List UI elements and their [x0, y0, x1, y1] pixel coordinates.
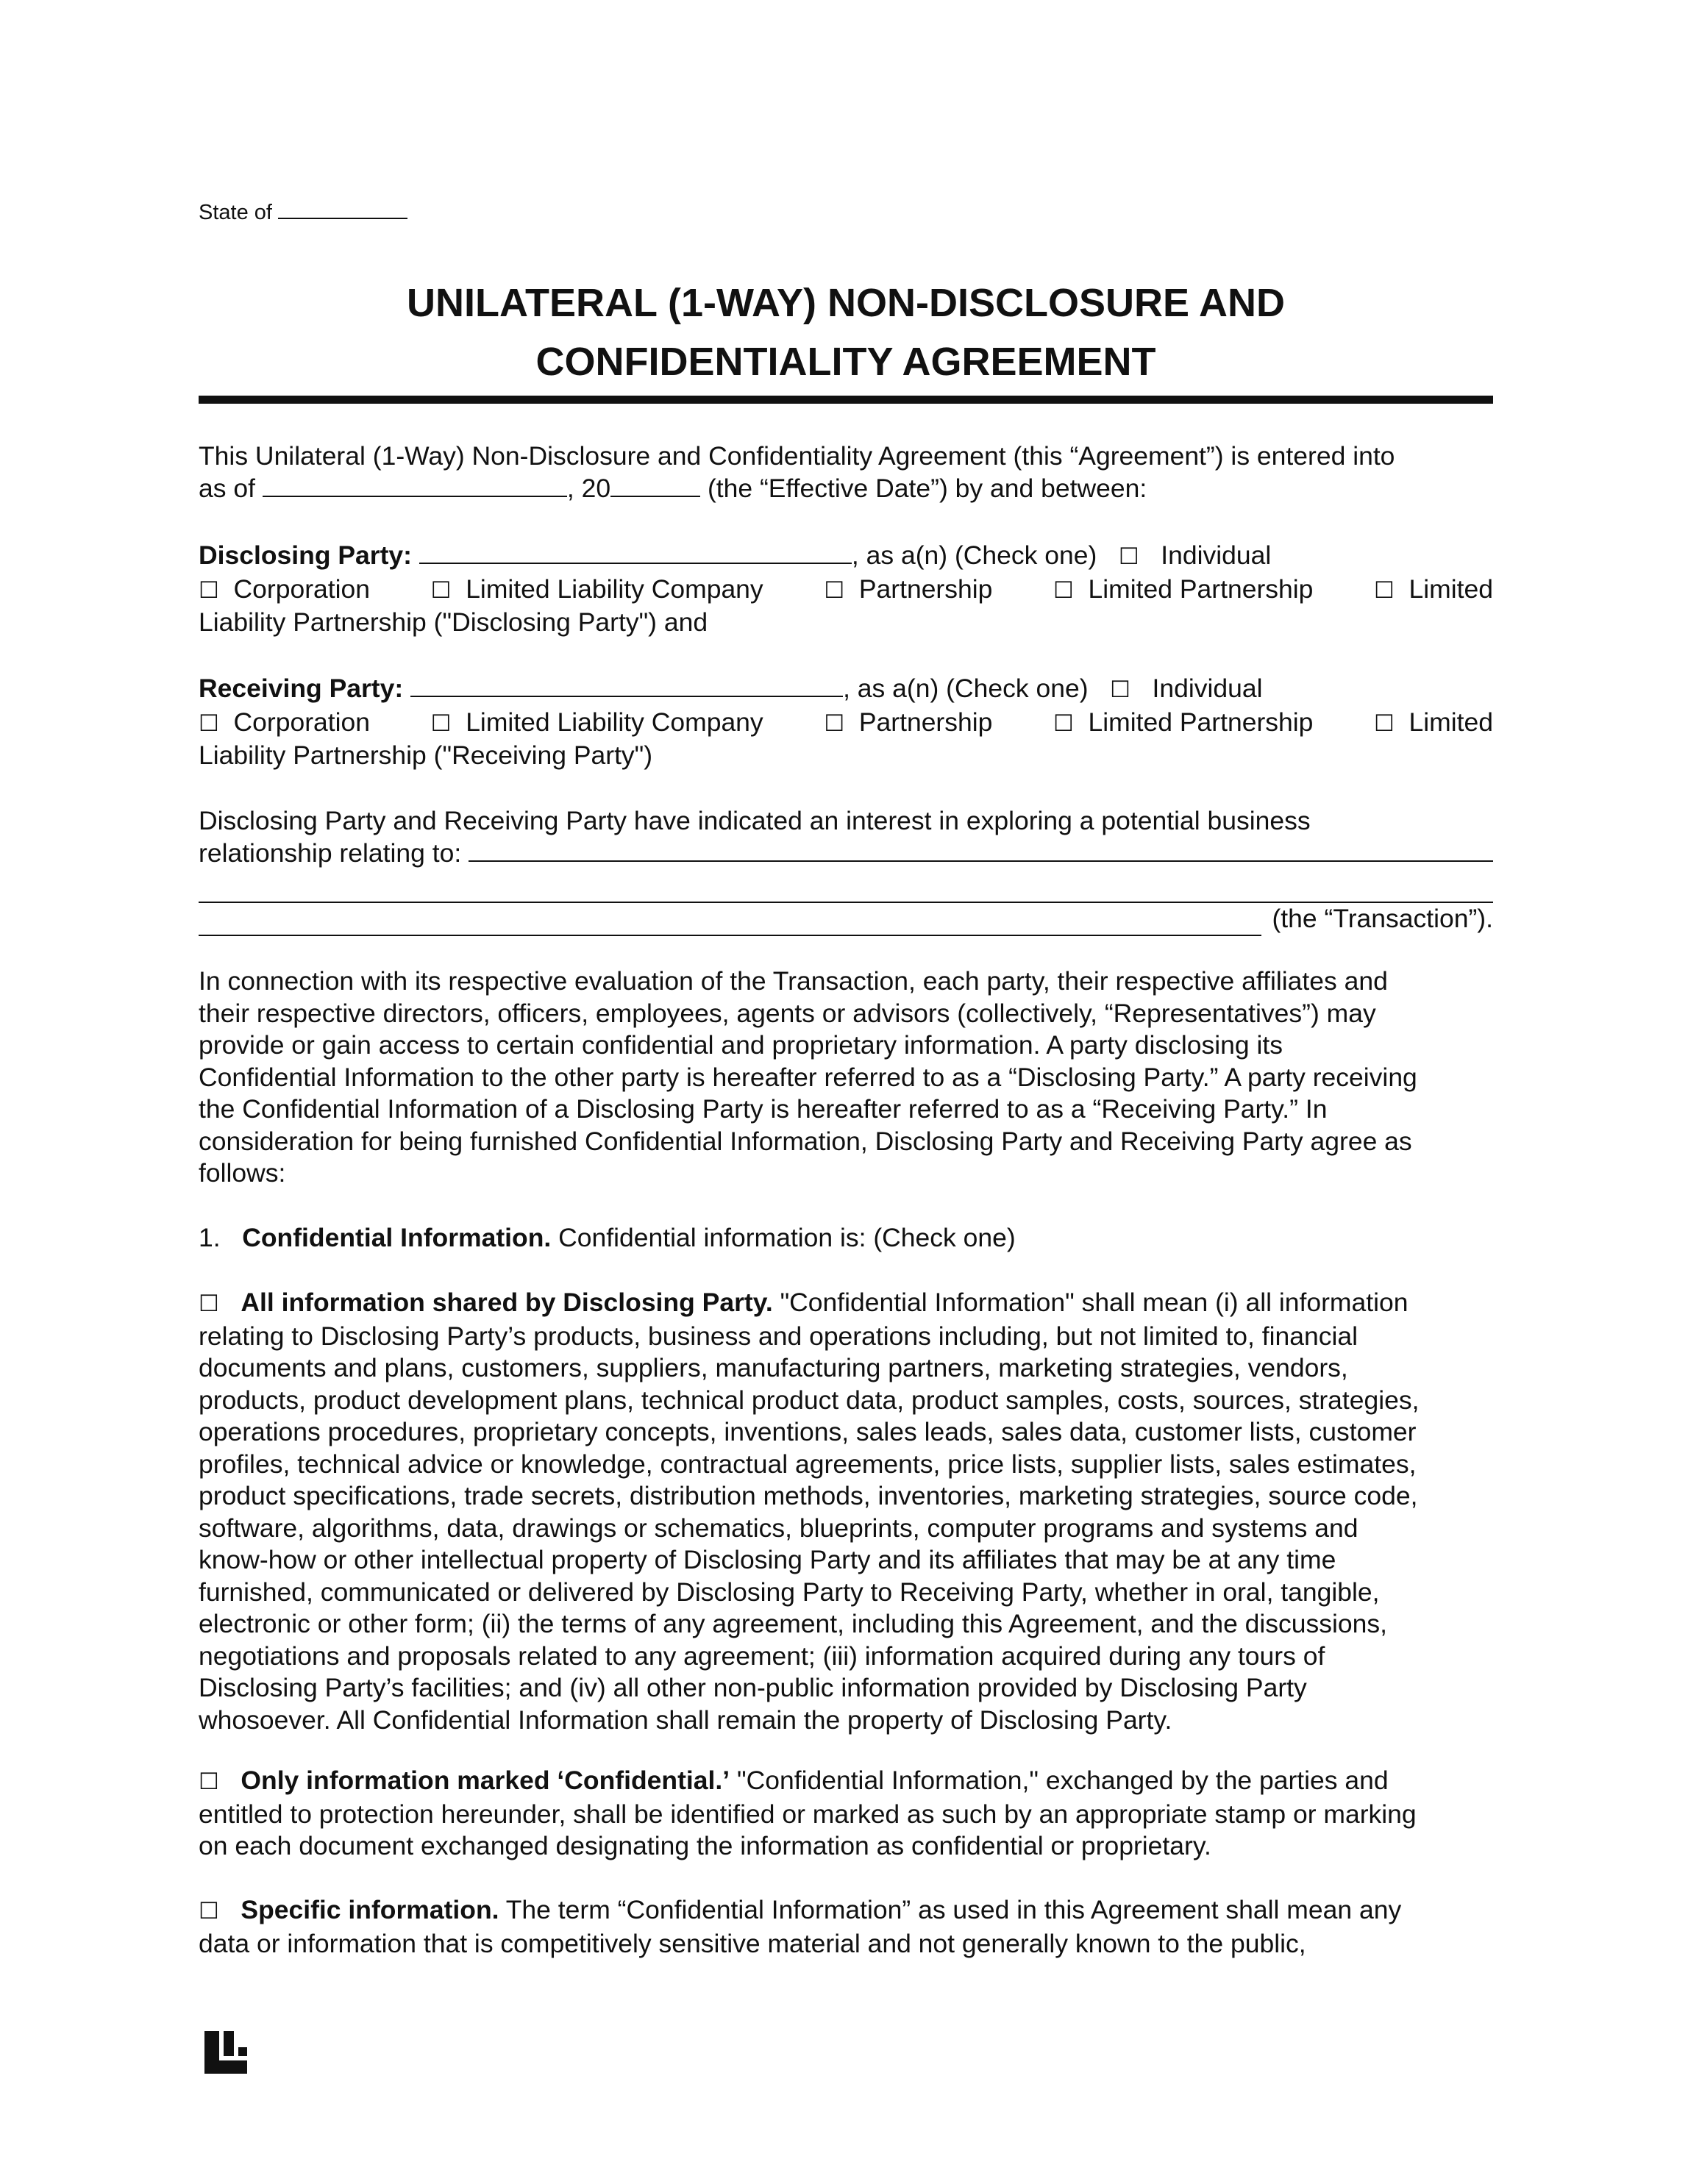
disclosing-entity-options: ☐ Corporation ☐ Limited Liability Company ☐ Partnership ☐ Limited Partnership ☐ Limited [199, 574, 1493, 604]
disclosing-party-section: Disclosing Party: , as a(n) (Check one) ☐ Individual ☐ Corporation ☐ Limited Liability Company ☐ Partnership ☐ Limited Partnership ☐ Limited Liability Partnership ("Disclosing Party") and [199, 540, 1493, 637]
document-title-line-2: CONFIDENTIALITY AGREEMENT [535, 340, 1156, 384]
checkbox-icon[interactable]: ☐ [199, 1291, 219, 1317]
document-title-line-1: UNILATERAL (1-WAY) NON-DISCLOSURE AND [406, 281, 1285, 325]
transaction-paragraph: Disclosing Party and Receiving Party have indicated an interest in exploring a potential business relationship relating to: (the “Transaction”). [199, 805, 1493, 936]
checkbox-icon[interactable]: ☐ [1374, 710, 1395, 737]
transaction-description-blank-2[interactable] [199, 869, 1493, 903]
brand-logo-icon [204, 2031, 247, 2074]
receiving-party-name-blank[interactable] [410, 696, 843, 697]
disclosing-party-label: Disclosing Party: [199, 540, 412, 570]
transaction-description-blank[interactable] [469, 860, 1493, 862]
checkbox-icon[interactable]: ☐ [1374, 577, 1395, 604]
checkbox-icon[interactable]: ☐ [1053, 710, 1074, 737]
agreement-year-blank[interactable] [610, 496, 700, 497]
section-1-heading: 1. Confidential Information. Confidential information is: (Check one) [199, 1223, 1016, 1252]
connection-paragraph: In connection with its respective evaluation of the Transaction, each party, their respective affiliates and their respective directors, officers, employees, agents or advisors (collectively, “Representatives”) may provide or gain access to certain confidential and proprietary information. A party disclosing its Confidential Information to the other party is hereafter referred to as a “Disclosing Party.” A party receiving the Confidential Information of a Disclosing Party is hereafter referred to as a “Receiving Party.” In consideration for being furnished Confidential Information, Disclosing Party and Receiving Party agree as follows: [199, 966, 1417, 1188]
checkbox-icon[interactable]: ☐ [824, 710, 845, 737]
checkbox-icon[interactable]: ☐ [430, 577, 452, 604]
state-line: State of [199, 200, 407, 225]
checkbox-icon[interactable]: ☐ [1118, 543, 1139, 570]
option-all-information: ☐ All information shared by Disclosing Party. "Confidential Information" shall mean (i) all information relating to Disclosing Party’s products, business and operations including, but not limited to, financial documents and plans, customers, suppliers, manufacturing partners, marketing strategies, vendors, products, product development plans, technical product data, product samples, costs, sources, strategies, operations procedures, proprietary concepts, inventions, sales leads, sales data, customer lists, customer profiles, technical advice or knowledge, contractual agreements, price lists, supplier lists, sales estimates, product specifications, trade secrets, distribution methods, inventories, marketing strategies, source code, software, algorithms, data, drawings or schematics, blueprints, computer programs and systems and know-how or other intellectual property of Disclosing Party and its affiliates that may be at any time furnished, communicated or delivered by Disclosing Party to Receiving Party, whether in oral, tangible, electronic or other form; (ii) the terms of any agreement, including this Agreement, and the discussions, negotiations and proposals related to any agreement; (iii) information acquired during any tours of Disclosing Party’s facilities; and (iv) all other non-public information provided by Disclosing Party whosoever. All Confidential Information shall remain the property of Disclosing Party. [199, 1288, 1420, 1735]
checkbox-icon[interactable]: ☐ [1053, 577, 1074, 604]
checkbox-icon[interactable]: ☐ [824, 577, 845, 604]
intro-paragraph: This Unilateral (1-Way) Non-Disclosure and Confidentiality Agreement (this “Agreement”) is entered into as of , 20 (the “Effective Date”) by and between: [199, 441, 1395, 503]
checkbox-icon[interactable]: ☐ [199, 1898, 219, 1924]
state-blank[interactable] [278, 218, 407, 219]
option-specific-information: ☐ Specific information. The term “Confidential Information” as used in this Agreement shall mean any data or information that is competitively sensitive material and not generally known to the public, [199, 1895, 1402, 1958]
receiving-party-label: Receiving Party: [199, 674, 404, 703]
agreement-date-blank[interactable] [263, 496, 567, 497]
checkbox-icon[interactable]: ☐ [199, 1769, 219, 1795]
receiving-entity-options: ☐ Corporation ☐ Limited Liability Company ☐ Partnership ☐ Limited Partnership ☐ Limited [199, 707, 1493, 737]
checkbox-icon[interactable]: ☐ [430, 710, 452, 737]
transaction-description-blank-3[interactable] [199, 903, 1261, 937]
option-marked-confidential: ☐ Only information marked ‘Confidential.’ "Confidential Information," exchanged by the parties and entitled to protection hereunder, shall be identified or marked as such by an appropriate stamp or marking on each document exchanged designating the information as confidential or proprietary. [199, 1766, 1417, 1860]
receiving-party-section: Receiving Party: , as a(n) (Check one) ☐ Individual ☐ Corporation ☐ Limited Liability Company ☐ Partnership ☐ Limited Partnership ☐ Limited Liability Partnership ("Receiving Party") [199, 674, 1493, 770]
disclosing-party-name-blank[interactable] [419, 563, 852, 564]
checkbox-icon[interactable]: ☐ [1110, 677, 1130, 703]
checkbox-icon[interactable]: ☐ [199, 710, 219, 737]
checkbox-icon[interactable]: ☐ [199, 577, 219, 604]
title-rule [199, 396, 1493, 404]
